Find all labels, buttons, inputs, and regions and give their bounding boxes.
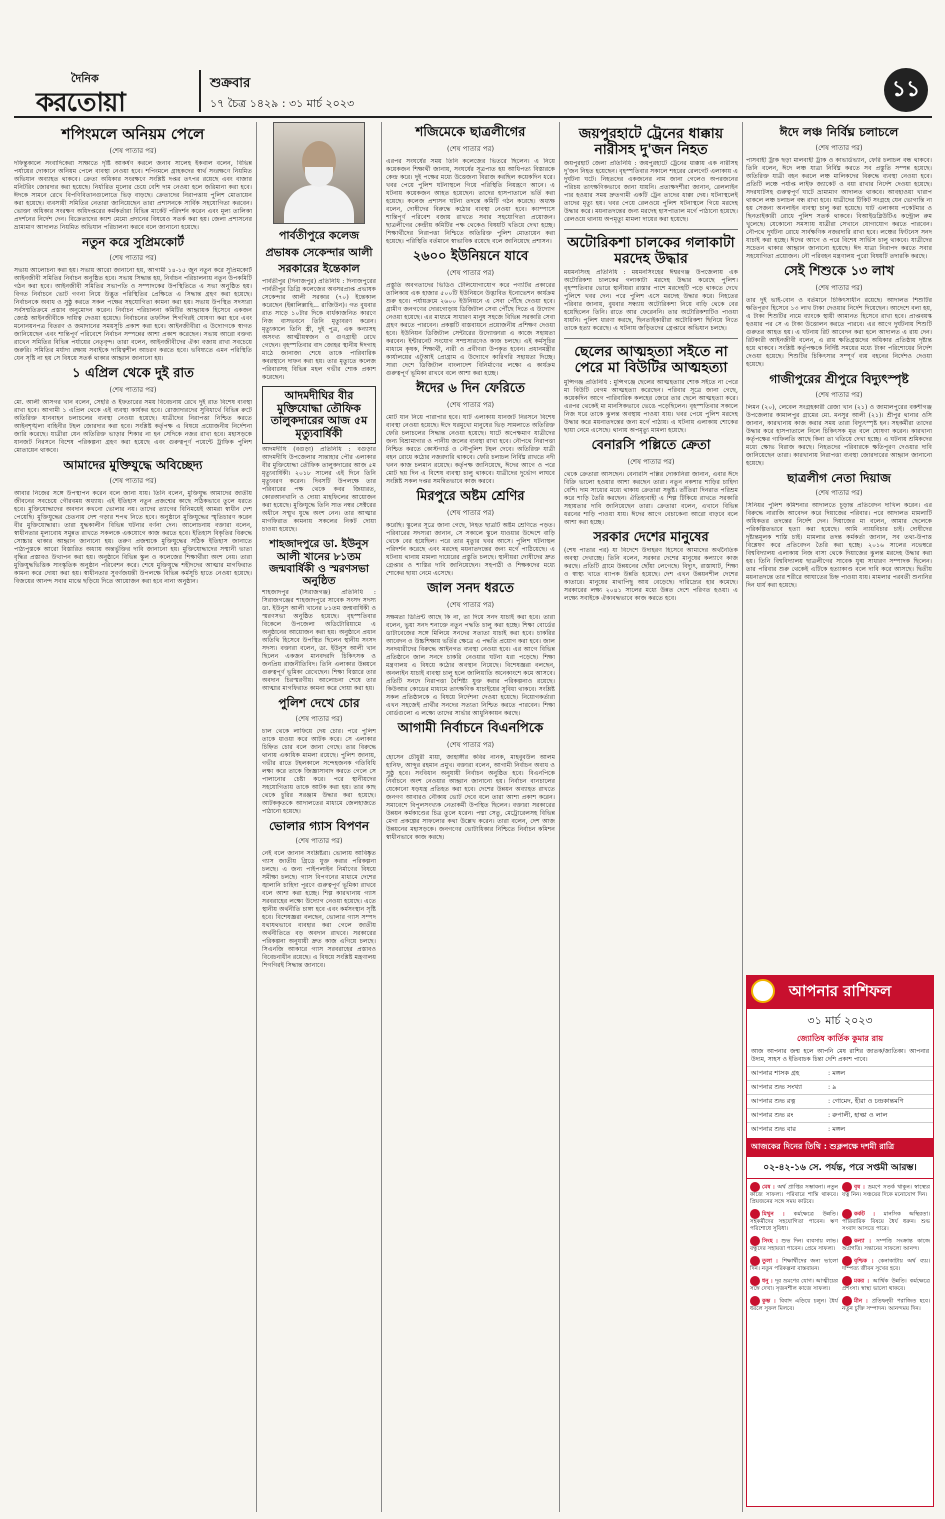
zodiac-icon [842, 1209, 852, 1219]
column-4 [564, 122, 738, 1512]
article-body: সভায় আলোচনা করা হয়। সভায় আরো জানানো হয়, আগামী ১৪-১৫ জুন নতুন করে সুপ্রিমকোর্ট আইনজীবী সমিতির নির্বাচন অনুষ্ঠিত হবে। সভায় সিদ্ধান্ত হয়, নির্বাচন পরিচালনায় নতুন উপকমিটি গঠন করা হবে। আইনজীবী সমিতির সভাপতি ও সম্পাদকের উপস্থিতিতে এ সভা অনুষ্ঠিত হয়। বিগত নির্বাচনে ভোট গণনা নিয়ে উদ্ভূত পরিস্থিতির প্রেক্ষিতে এ সিদ্ধান্ত গ্রহণ করা হয়েছে। নির্বাচনকে অবাধ ও সুষ্ঠু করতে সকল পক্ষের সহযোগিতা কামনা করা হয়। সভায় উপস্থিত সদস্যরা সর্বসম্মতিক্রমে প্রস্তাব অনুমোদন করেন। নির্বাচন পরিচালনা কমিটির আহ্বায়ক হিসেবে একজন জ্যেষ্ঠ আইনজীবীকে দায়িত্ব দেওয়া হয়েছে। নির্বাচনের তফসিল শিগগিরই ঘোষণা করা হবে এবং মনোনয়নপত্র বিতরণ ও জমাদানের সময়সূচি প্রকাশ করা হবে। আইনজীবীরা এ উদ্যোগকে স্বাগত জানিয়েছেন এবং শান্তিপূর্ণ পরিবেশে নির্বাচন সম্পন্নের আশা প্রকাশ করেছেন। সভায় আরো বক্তব্য রাখেন সমিতির বিভিন্ন পর্যায়ের নেতৃবৃন্দ। তারা বলেন, আইনজীবীদের ঐক্য বজায় রাখা সবচেয়ে জরুরি। সমিতির মর্যাদা রক্ষায় সবাইকে দায়িত্বশীল আচরণ করতে হবে। ভবিষ্যতে এমন পরিস্থিতি যেন সৃষ্টি না হয় সে বিষয়ে সতর্ক থাকার আহ্বান জানানো হয়। [14, 267, 252, 363]
article-body: পাসবাহী ট্রাক ছড়া মালবাহী ট্রাক ও কাভার্ডভ্যান, ফেরি চলাচল বন্ধ থাকবে। তিনি বলেন, ঈদে লঞ্চ যাত্রা নির্বিঘ্ন করতে সব প্রস্তুতি সম্পন্ন হয়েছে। অতিরিক্ত যাত্রী বহন করলে লঞ্চ মালিকদের বিরুদ্ধে ব্যবস্থা নেওয়া হবে। প্রতিটি লঞ্চে পর্যাপ্ত লাইফ জ্যাকেট ও বয়া রাখার নির্দেশ দেওয়া হয়েছে। সদরঘাটসহ গুরুত্বপূর্ণ ঘাটে ভ্রাম্যমাণ আদালত থাকবে। আবহাওয়া খারাপ থাকলে লঞ্চ চলাচল বন্ধ রাখা হবে। যাত্রীদের টিকিট সংগ্রহে যেন ভোগান্তি না হয় সেজন্য অনলাইন ব্যবস্থা চালু করা হয়েছে। ঘাট এলাকায় পকেটমার ও ছিনতাইকারী রোধে পুলিশ সতর্ক থাকবে। বিআইডব্লিউটিএ কন্ট্রোল রুম খুলেছে। যেকোনো সমস্যায় যাত্রীরা সেখানে যোগাযোগ করতে পারবেন। নৌপথে দুর্ঘটনা রোধে সার্বক্ষণিক নজরদারি রাখা হবে। লঞ্চের ফিটনেস সনদ যাচাই করা হচ্ছে। ঈদের আগে ও পরে বিশেষ সার্ভিস চালু থাকবে। যাত্রীদের সচেতন থাকার আহ্বান জানানো হয়েছে। ঈদ যাত্রা নিরাপদ করতে সবার সহযোগিতা প্রয়োজন। নৌ পরিবহন মন্ত্রণালয় পুরো বিষয়টি তদারকি করছে। [746, 156, 932, 260]
zodiac-icon [750, 1236, 760, 1246]
zodiac-sign-name: বৃষ : [854, 1184, 868, 1191]
continued-label: (শেষ পাতার পর) [109, 476, 157, 485]
logo-big: করতোয়া [36, 88, 125, 118]
zodiac-sign-entry [842, 1182, 930, 1206]
continued-label: (শেষ পাতার পর) [815, 390, 863, 399]
continued-label: (শেষ পাতার পর) [446, 600, 495, 609]
zodiac-sign-text: কেনাকাটায় অর্থ ব্যয়। দাম্পত্য জীবন সুখের হবে। [842, 1258, 930, 1272]
horoscope-author: জ্যোতিষ কার্তিক কুমার রায় [796, 1034, 884, 1043]
continued-label: (শেষ পাতার পর) [446, 400, 495, 409]
zodiac-sign-text: অর্থ প্রাপ্তির সম্ভাবনা। নতুন কাজে সাফল্য। পরিবারে শান্তি থাকবে। প্রিয়জনের সঙ্গে সময় কাটবে। [750, 1184, 838, 1205]
horoscope-table-key: আপনার শুভ বার [747, 1123, 824, 1137]
headline: ছেলের আত্মহত্যা সইতে না পেরে মা বিউটির আত্মহত্যা [574, 344, 728, 377]
horoscope-table-row [747, 1123, 933, 1137]
zodiac-icon [750, 1209, 760, 1219]
column-5 [746, 122, 932, 972]
continued-label: (শেষ পাতার পর) [815, 143, 863, 152]
column-rule [381, 122, 382, 1512]
headline: প্রভাষক সেকেন্দার আলী [265, 245, 373, 259]
zodiac-sign-text: বিবাদ এড়িয়ে চলুন। ধৈর্য ধরলে সুফল মিলবে। [750, 1298, 838, 1312]
horoscope-box [746, 975, 934, 1507]
zodiac-sign-text: সম্পত্তি সংক্রান্ত কাজে অগ্রগতি। সন্তানের সাফল্যে আনন্দ। [842, 1238, 930, 1252]
article-body: ময়মনসিংহ প্রতিনিধি : ময়মনসিংহের ঈশ্বরগঞ্জ উপজেলায় এক অটোরিকশা চালকের গলাকাটা মরদেহ উদ্ধার করেছে পুলিশ। বৃহস্পতিবার ভোরে স্থানীয়রা রাস্তার পাশে মরদেহটি পড়ে থাকতে দেখে পুলিশে খবর দেন। পরে পুলিশ এসে মরদেহ উদ্ধার করে। নিহতের পরিবার জানায়, বুধবার সন্ধ্যায় অটোরিকশা নিয়ে বাড়ি থেকে বের হয়েছিলেন তিনি। রাতে আর ফেরেননি। তার অটোরিকশাটিও পাওয়া যায়নি। পুলিশ ধারণা করছে, ছিনতাইকারীরা অটোরিকশা ছিনিয়ে নিতে তাকে হত্যা করেছে। এ ঘটনায় জড়িতদের গ্রেপ্তারে অভিযান চলছে। [564, 269, 738, 333]
headline: নতুন করে সুপ্রিমকোর্ট [82, 235, 184, 250]
zodiac-sign-name: মিথুন : [762, 1211, 794, 1218]
zodiac-icon [842, 1236, 852, 1246]
horoscope-table-key: আপনার শুভ সংখ্যা [747, 1081, 824, 1095]
column-rule [256, 122, 257, 1512]
zodiac-sign-entry [750, 1236, 838, 1253]
headline: শজিমেকে ছাত্রলীগের [415, 125, 526, 140]
zodiac-icon [750, 1256, 760, 1266]
zodiac-icon [842, 1256, 852, 1266]
article-body: শাহজাদপুর (সিরাজগঞ্জ) প্রতিনিধি : সিরাজগঞ্জের শাহজাদপুরে সাবেক সংসদ সদস্য ডা. ইউনুস আলী খানের ৮১তম জন্মবার্ষিকী ও স্মরণসভা অনুষ্ঠিত হয়েছে। বৃহস্পতিবার বিকেলে উপজেলা অডিটোরিয়ামে এ অনুষ্ঠানের আয়োজন করা হয়। অনুষ্ঠানে প্রধান অতিথি হিসেবে উপস্থিত ছিলেন স্থানীয় সংসদ সদস্য। বক্তারা বলেন, ডা. ইউনুস আলী খান ছিলেন একজন মানবদরদি চিকিৎসক ও জনপ্রিয় রাজনীতিবিদ। তিনি এলাকার উন্নয়নে গুরুত্বপূর্ণ ভূমিকা রেখেছেন। শিক্ষা বিস্তারে তার অবদান চিরস্মরণীয়। আলোচনা শেষে তার আত্মার মাগফিরাত কামনা করে দোয়া করা হয়। [262, 588, 376, 692]
zodiac-sign-name: মকর : [854, 1278, 873, 1285]
horoscope-table-value: : মঙ্গল [824, 1067, 933, 1081]
divider [564, 229, 738, 230]
article-body: থেকে ক্রেতারা আসছেন। বেনারসি পল্লির দোকানিরা জানান, এবার ঈদে বিক্রি ভালো হওয়ার আশা করছেন তারা। নতুন নকশার শাড়ির চাহিদা বেশি। দাম সাধ্যের মধ্যে থাকায় ক্রেতারা সন্তুষ্ট। তাঁতিরা দিনরাত পরিশ্রম করে শাড়ি তৈরি করছেন। ঐতিহ্যবাহী এ শিল্প টিকিয়ে রাখতে সরকারি সহায়তার দাবি জানিয়েছেন তারা। ক্রেতারা বলেন, এখানে বিভিন্ন ধরনের শাড়ি পাওয়া যায়। ঈদের আগে বেচাকেনা আরো বাড়বে বলে আশা করা হচ্ছে। [564, 470, 738, 526]
article-body: দফিন্তুকালে সংবাদিকেরা সাক্ষাতে দৃষ্টি আকর্ষণ করলে জনাব সালেহ ইকবাল বলেন, বিভিন্ন পর্যায়ের দোকানে অনিয়ম পেলে ব্যবস্থা নেওয়া হবে। শপিংমলে গ্রাহকদের স্বার্থ সংরক্ষণে নিয়মিত অভিযান অব্যাহত থাকবে। ক্রেতা অধিকার সংরক্ষণে সংশ্লিষ্ট দপ্তর তৎপর রয়েছে এবং বাজার মনিটরিং জোরদার করা হয়েছে। নির্ধারিত মূল্যের চেয়ে বেশি দাম নেওয়া হলে জরিমানা করা হবে। ঈদকে সামনে রেখে বিপণিবিতানগুলোতে ভিড় বাড়ছে। ক্রেতাদের নিরাপত্তায় পুলিশ মোতায়েন করা হয়েছে। ব্যবসায়ী সমিতির নেতারা জানিয়েছেন তারা প্রশাসনকে সার্বিক সহযোগিতা করবেন। ভোক্তা অধিকার সংরক্ষণ অধিদপ্তরের কর্মকর্তারা বিভিন্ন মার্কেট পরিদর্শন করেন এবং মূল্য তালিকা প্রদর্শনের নির্দেশ দেন। বিক্রেতাদের ক্যাশ মেমো প্রদানের বিষয়েও সতর্ক করা হয়। জেলা প্রশাসনের ভ্রাম্যমাণ আদালত নিয়মিত অভিযান পরিচালনা করবে বলে জানানো হয়েছে। [14, 160, 252, 232]
zodiac-sign-text: আর্থিক উন্নতি। কর্মক্ষেত্রে প্রশংসা। স্বাস্থ্য ভালো থাকবে। [842, 1278, 930, 1292]
continued-label: (শেষ পাতার পর) [295, 714, 343, 723]
headline: মিরপুরে অষ্টম শ্রেণির [416, 488, 525, 504]
headline: সরকারের ইন্তেকাল [278, 262, 360, 276]
zodiac-sign-name: বৃশ্চিক : [854, 1258, 879, 1265]
continued-label: (শেষ পাতার পর) [815, 283, 863, 292]
continued-label: (শেষ পাতার পর) [446, 144, 495, 153]
headline: আদমদীঘির বীর মুক্তিযোদ্ধা তৌফিক তালুকদারের আজ ৫ম মৃত্যুবার্ষিকী [262, 386, 376, 445]
masthead-divider [199, 70, 201, 112]
headline: ঈদের ৬ দিন ফেরিতে [416, 380, 525, 396]
horoscope-table-value: : গোমেদ, হীরা ও চন্দ্রকান্তমণি [824, 1095, 933, 1109]
continued-label: (শেষ পাতার পর) [446, 740, 495, 749]
column-rule [742, 122, 743, 1512]
portrait-photo [273, 122, 365, 224]
zodiac-sign-text: দূর ভ্রমণের যোগ। আত্মীয়ের সঙ্গে দেখা। সৃজনশীল কাজে সাফল্য। [750, 1278, 838, 1292]
horoscope-table-row [747, 1081, 933, 1095]
zodiac-sign-name: মেষ : [762, 1184, 778, 1191]
article-body: লিমন (২০), লেবেল সংগ্রহকারী রেজা খান (২১) ও জামালপুরের বকশীগঞ্জ উপজেলার কামালপুর গ্রামের মো. মনসুর আলী (২১)। শ্রীপুর থানার ওসি জানান, কারখানায় কাজ করার সময় তারা বিদ্যুৎস্পৃষ্ট হন। সহকর্মীরা তাদের উদ্ধার করে হাসপাতালে নিলে চিকিৎসক মৃত বলে ঘোষণা করেন। কারখানা কর্তৃপক্ষের গাফিলতি আছে কিনা তা খতিয়ে দেখা হচ্ছে। এ ঘটনায় শ্রমিকদের মধ্যে ক্ষোভ বিরাজ করছে। নিহতদের পরিবারকে ক্ষতিপূরণ দেওয়ার দাবি জানিয়েছেন তারা। কারখানায় নিরাপত্তা ব্যবস্থা জোরদারের আহ্বান জানানো হয়েছে। [746, 403, 932, 467]
tithi-label: আজকের দিনের তিথি : শুক্লপক্ষে দশমী রাত্রি [747, 1138, 933, 1157]
zodiac-sign-text: মানসিক অস্থিরতা। পারিবারিক বিষয়ে ধৈর্য ধরুন। শুভ সংবাদ আসতে পারে। [842, 1211, 930, 1232]
zodiac-icon [750, 1182, 760, 1192]
zodiac-sign-entry [750, 1256, 838, 1273]
headline: শাহজাদপুরে ডা. ইউনুস আলী খানের ৮১তম জন্মবার্ষিকী ও স্মরণসভা অনুষ্ঠিত [269, 538, 369, 587]
headline: ২৬০০ ইউনিয়নে যাবে [412, 248, 529, 264]
photo-wrap [262, 122, 376, 224]
headline: গাজীপুরের শ্রীপুরে বিদ্যুৎস্পৃষ্ট [769, 371, 909, 386]
zodiac-sign-text: ভ্রমণে সতর্ক থাকুন। স্বাস্থ্যের যত্ন নিন। সঞ্চয়ের দিকে মনোযোগ দিন। [842, 1184, 930, 1198]
continued-label: (শেষ পাতার পর) [815, 489, 863, 498]
column-rule [559, 122, 560, 1512]
zodiac-wheel-icon [751, 979, 775, 1003]
continued-label: (শেষ পাতার পর) [109, 147, 157, 156]
article-body: হোসেন চৌধুরী মায়া, জাহাঙ্গীর কবির নানক, মাহবুবউল আলম হানিফ, আব্দুর রহমান প্রমুখ। বক্তারা বলেন, আগামী নির্বাচন অবাধ ও সুষ্ঠু হবে। সংবিধান অনুযায়ী নির্বাচন অনুষ্ঠিত হবে। বিএনপিকে নির্বাচনে অংশ নেওয়ার আহ্বান জানানো হয়। নির্বাচন বানচালের যেকোনো ষড়যন্ত্র প্রতিহত করা হবে। দেশের উন্নয়ন অব্যাহত রাখতে জনগণ আবারও নৌকায় ভোট দেবে বলে তারা আশা প্রকাশ করেন। সমাবেশে বিপুলসংখ্যক নেতাকর্মী উপস্থিত ছিলেন। বক্তারা সরকারের উন্নয়ন কর্মকাণ্ডের চিত্র তুলে ধরেন। পদ্মা সেতু, মেট্রোরেলসহ বিভিন্ন মেগা প্রকল্পের সাফল্যের কথা উল্লেখ করেন। তারা বলেন, দেশ আজ উন্নয়নের মহাসড়কে। জনগণের ভোটাধিকার নিশ্চিতে নির্বাচন কমিশন স্বাধীনভাবে কাজ করছে। [386, 753, 555, 841]
article-body: মো. আলী আসগর খান বলেন, সেহরি ও ইফতারের সময় বিবেচনায় রেখে দুই রাত বিশেষ ব্যবস্থা রাখা হবে। আগামী ১ এপ্রিল থেকে এই ব্যবস্থা কার্যকর হবে। রোজাদারদের সুবিধার্থে বিভিন্ন রুটে অতিরিক্ত যানবাহন চলাচলের ব্যবস্থা নেওয়া হয়েছে। যাত্রীদের নিরাপত্তা নিশ্চিত করতে আইনশৃঙ্খলা বাহিনীর টহল জোরদার করা হবে। সংশ্লিষ্ট কর্তৃপক্ষ এ বিষয়ে প্রয়োজনীয় নির্দেশনা জারি করেছে। যাত্রীরা যেন অতিরিক্ত ভাড়ার শিকার না হন সেদিকে নজর রাখা হবে। মহাসড়কে যানজট নিরসনে বিশেষ পরিকল্পনা গ্রহণ করা হয়েছে এবং গুরুত্বপূর্ণ পয়েন্টে ট্রাফিক পুলিশ মোতায়েন থাকবে। [14, 398, 252, 454]
headline: আমাদের মুক্তিযুদ্ধে অবিচ্ছেদ্য [63, 457, 203, 472]
zodiac-icon [842, 1182, 852, 1192]
zodiac-sign-text: শিক্ষার্থীদের জন্য ভালো দিন। নতুন পরিকল্পনা বাস্তবায়ন। [750, 1258, 838, 1272]
headline: অটোরিকশা চালকের গলাকাটা মরদেহ উদ্ধার [567, 235, 735, 268]
zodiac-sign-name: তুলা : [762, 1258, 783, 1265]
zodiac-sign-name: কর্কট : [854, 1211, 884, 1218]
horoscope-table-value: : ৯ [824, 1081, 933, 1095]
zodiac-icon [842, 1296, 852, 1306]
continued-label: (শেষ পাতার পর) [295, 837, 343, 846]
headline: শপিংমলে অনিয়ম পেলে [61, 125, 205, 143]
page-number: ১১ [884, 68, 928, 112]
zodiac-sign-entry [842, 1256, 930, 1273]
horoscope-table-value: : মঙ্গল [824, 1123, 933, 1137]
article-body: পার্বতীপুর (দিনাজপুর) প্রতিনিধি : দিনাজপুরের পার্বতীপুর ডিগ্রি কলেজের অবসরপ্রাপ্ত প্রভাষক সেকেন্দার আলী সরকার (৭০) ইন্তেকাল করেছেন (ইন্নালিল্লাহি... রাজিউন)। গত বুধবার রাত সাড়ে ১০টার দিকে বার্ধক্যজনিত কারণে নিজ বাসভবনে তিনি মৃত্যুবরণ করেন। মৃত্যুকালে তিনি স্ত্রী, দুই পুত্র, এক কন্যাসহ অসংখ্য আত্মীয়স্বজন ও গুণগ্রাহী রেখে গেছেন। বৃহস্পতিবার বাদ জোহর স্থানীয় ঈদগাহ মাঠে জানাজা শেষে তাকে পারিবারিক কবরস্থানে দাফন করা হয়। তার মৃত্যুতে কলেজ পরিবারসহ বিভিন্ন মহল গভীর শোক প্রকাশ করেছেন। [262, 277, 376, 381]
article-body: চাল থেকে লাফিয়ে দেয় চোর। পরে পুলিশ তাকে ধাওয়া করে আটক করে। সে এলাকার চিহ্নিত চোর বলে জানা গেছে। তার বিরুদ্ধে থানায় একাধিক মামলা রয়েছে। পুলিশ জানায়, গভীর রাতে টহলকালে সন্দেহজনক গতিবিধি লক্ষ্য করে তাকে জিজ্ঞাসাবাদ করতে গেলে সে পালানোর চেষ্টা করে। পরে স্থানীয়দের সহযোগিতায় তাকে আটক করা হয়। তার কাছ থেকে চুরির সরঞ্জাম উদ্ধার করা হয়েছে। আটককৃতকে আদালতের মাধ্যমে জেলহাজতে পাঠানো হয়েছে। [262, 727, 376, 815]
headline: সরকার দেশের মানুষের [593, 529, 709, 545]
article-body: সিনিয়র পুলিশ কমিশনার আদালতে চূড়ান্ত প্রতিবেদন দাখিল করেন। এর বিরুদ্ধে নারাজি আবেদন করে দিয়াজের পরিবার। পরে আদালত মামলাটি অধিকতর তদন্তের নির্দেশ দেন। দিয়াজের মা বলেন, আমার ছেলেকে পরিকল্পিতভাবে হত্যা করা হয়েছে। আমি ন্যায়বিচার চাই। দোষীদের দৃষ্টান্তমূলক শাস্তি চাই। মামলার তদন্ত কর্মকর্তা জানান, সব তথ্য-উপাত্ত বিশ্লেষণ করে প্রতিবেদন তৈরি করা হচ্ছে। ২০১৬ সালের নভেম্বরে বিশ্ববিদ্যালয় এলাকায় নিজ বাসা থেকে দিয়াজের ঝুলন্ত মরদেহ উদ্ধার করা হয়। তিনি বিশ্ববিদ্যালয় ছাত্রলীগের সাবেক যুগ্ম সাধারণ সম্পাদক ছিলেন। তার পরিবার শুরু থেকেই এটিকে হত্যাকাণ্ড বলে দাবি করে আসছে। দ্বিতীয় ময়নাতদন্তে তার শরীরে আঘাতের চিহ্ন পাওয়া যায়। মামলার পরবর্তী শুনানির দিন ধার্য করা হয়েছে। [746, 502, 932, 590]
horoscope-table-key: আপনার শুভ রং [747, 1109, 824, 1123]
article-body: প্রস্তুতি অবগতাদের ভিডিও টেলিযোগাযোগ করে পণ্যটির প্রকারের তালিকায় এক হাজার ৫০০টি ইউনিয়নে উদ্ভাবিত ইনোভেশন কার্যক্রম শুরু হবে। পর্যায়ক্রমে ২৬০০ ইউনিয়নে এ সেবা পৌঁছে দেওয়া হবে। গ্রামীণ জনগণের দোরগোড়ায় ডিজিটাল সেবা পৌঁছে দিতে এ উদ্যোগ নেওয়া হয়েছে। এর মাধ্যমে সাধারণ মানুষ সহজে বিভিন্ন সরকারি সেবা গ্রহণ করতে পারবেন। প্রকল্পটি বাস্তবায়নে প্রয়োজনীয় প্রশিক্ষণ দেওয়া হবে। ইউনিয়ন ডিজিটাল সেন্টারের উদ্যোক্তারা এ কাজে সহায়তা করবেন। ইন্টারনেট সংযোগ সম্প্রসারণেও কাজ চলছে। এই কর্মসূচির মাধ্যমে কৃষক, শিক্ষার্থী, নারী ও প্রবীণরা উপকৃত হবেন। প্রধানমন্ত্রীর কার্যালয়ের এটুআই প্রোগ্রাম এ উদ্যোগে কারিগরি সহায়তা দিচ্ছে। সারা দেশে ডিজিটাল বাংলাদেশ বিনির্মাণের লক্ষ্যে এ কার্যক্রম গুরুত্বপূর্ণ ভূমিকা রাখবে বলে আশা করা হচ্ছে। [386, 281, 555, 377]
column-3 [386, 122, 555, 1512]
issue-date: ১৭ চৈত্র ১৪২৯ : ৩১ মার্চ ২০২৩ [210, 97, 355, 110]
article-body: মুন্সিগঞ্জ প্রতিনিধি : মুন্সিগঞ্জে ছেলের আত্মহত্যার শোক সইতে না পেরে মা বিউটি বেগম আত্মহত্যা করেছেন। পরিবার সূত্রে জানা গেছে, কয়েকদিন আগে পারিবারিক কলহের জেরে তার ছেলে আত্মহত্যা করে। এরপর থেকেই মা মানসিকভাবে ভেঙে পড়েছিলেন। বৃহস্পতিবার সকালে নিজ ঘরে তাকে ঝুলন্ত অবস্থায় পাওয়া যায়। খবর পেয়ে পুলিশ মরদেহ উদ্ধার করে ময়নাতদন্তের জন্য মর্গে পাঠায়। এ ঘটনায় এলাকায় শোকের ছায়া নেমে এসেছে। থানায় অপমৃত্যু মামলা হয়েছে। [564, 378, 738, 434]
zodiac-sign-text: কর্মক্ষেত্রে উন্নতি। সহকর্মীদের সহযোগিতা পাবেন। ঋণ পরিশোধে সুবিধা। [750, 1211, 838, 1232]
zodiac-sign-entry [750, 1182, 838, 1206]
headline: পার্বতীপুরে কলেজ [278, 229, 360, 242]
horoscope-table-row [747, 1067, 933, 1081]
article-body: তার দুই ভাই-বোন ও বর্তমানে চিকিৎসাধীন রয়েছে। আদালত শিশুটির ক্ষতিপূরণ হিসেবে ১৩ লাখ টাকা দেওয়ার নির্দেশ দিয়েছেন। আদেশে বলা হয়, এ টাকা শিশুটির নামে ব্যাংকে স্থায়ী আমানত হিসেবে রাখা হবে। প্রাপ্তবয়স্ক হওয়ার পর সে এ টাকা উত্তোলন করতে পারবে। এর আগে দুর্ঘটনায় শিশুটি গুরুতর আহত হয়। এ ঘটনায় রিট আবেদন করা হলে আদালত এ রায় দেন। রিটকারী আইনজীবী বলেন, এ রায় ক্ষতিগ্রস্তদের অধিকার প্রতিষ্ঠায় দৃষ্টান্ত হয়ে থাকবে। সংশ্লিষ্ট কর্তৃপক্ষকে নির্দিষ্ট সময়ের মধ্যে টাকা পরিশোধের নির্দেশ দেওয়া হয়েছে। শিশুটির চিকিৎসার সম্পূর্ণ ব্যয় বহনের নির্দেশও দেওয়া হয়েছে। [746, 296, 932, 368]
zodiac-sign-text: প্রতিদ্বন্দ্বী পরাজিত হবে। নতুন চুক্তি সম্পাদন। আনন্দময় দিন। [842, 1298, 930, 1312]
horoscope-title: আপনার রাশিফল [788, 982, 892, 1000]
article-body: মোট যান নিয়ে পারাপার হবে। ঘাট এলাকায় যানজট নিরসনে বিশেষ ব্যবস্থা নেওয়া হয়েছে। ঈদে ঘরমুখো মানুষের ভিড় সামলাতে অতিরিক্ত ফেরি চলাচলের সিদ্ধান্ত নেওয়া হয়েছে। ঘাটে অপেক্ষমাণ যাত্রীদের জন্য বিশ্রামাগার ও পানীয় জলের ব্যবস্থা রাখা হবে। নৌপথে নিরাপত্তা নিশ্চিত করতে কোস্টগার্ড ও নৌপুলিশ টহল দেবে। অতিরিক্ত যাত্রী বহন রোধে কঠোর নজরদারি থাকবে। ফেরি চলাচল নির্বিঘ্ন রাখতে নদী খনন কাজ চলমান রয়েছে। কর্তৃপক্ষ জানিয়েছে, ঈদের আগে ও পরে মোট ছয় দিন এ বিশেষ ব্যবস্থা চালু থাকবে। যাত্রীদের দুর্ভোগ লাঘবে সংশ্লিষ্ট সকল দপ্তর সমন্বিতভাবে কাজ করবে। [386, 413, 555, 485]
masthead [14, 66, 932, 118]
headline: আগামী নির্বাচনে বিএনপিকে [397, 720, 544, 736]
zodiac-sign-entry [750, 1296, 838, 1313]
issue-day: শুক্রবার [210, 76, 251, 91]
horoscope-table [747, 1066, 933, 1136]
zodiac-sign-name: মীন : [854, 1298, 872, 1305]
article-body: আদমদীঘি (বগুড়া) প্রতিনিধি : বগুড়ার আদমদীঘি উপজেলার সান্তাহার পৌর এলাকার বীর মুক্তিযোদ্ধা তৌফিক তালুকদারের আজ ৫ম মৃত্যুবার্ষিকী। ২০১৮ সালের এই দিনে তিনি মৃত্যুবরণ করেন। দিবসটি উপলক্ষে তার পরিবারের পক্ষ থেকে কবর জিয়ারত, কোরআনখানি ও দোয়া মাহফিলের আয়োজন করা হয়েছে। মুক্তিযুদ্ধে তিনি সাত নম্বর সেক্টরের অধীনে সম্মুখ যুদ্ধে অংশ নেন। তার আত্মার মাগফিরাত কামনায় সকলের নিকট দোয়া চাওয়া হয়েছে। [262, 446, 376, 534]
horoscope-table-key: আপনার শুভ রত্ন [747, 1095, 824, 1109]
zodiac-sign-entry [842, 1236, 930, 1253]
column-1 [14, 122, 252, 1512]
headline: বেনারসি পল্লিতে ক্রেতা [591, 437, 711, 453]
zodiac-sign-entry [750, 1276, 838, 1293]
article-body: (শেষ পাতার পর) যা বিদেশে উদাহরণ হিসেবে আমাদের অর্থনৈতিক অবস্থা দেখাচ্ছে। তিনি বলেন, সরকার দেশের মানুষের কল্যাণে কাজ করছে। প্রতিটি গ্রামে উন্নয়নের ছোঁয়া লেগেছে। বিদ্যুৎ, রাস্তাঘাট, শিক্ষা ও স্বাস্থ্য খাতে ব্যাপক উন্নতি হয়েছে। দেশ এখন উন্নয়নশীল দেশের কাতারে। মানুষের মাথাপিছু আয় বেড়েছে। দারিদ্র্যের হার কমেছে। সরকারের লক্ষ্য ২০৪১ সালের মধ্যে উন্নত দেশে পরিণত হওয়া। এ লক্ষ্যে সবাইকে ঐক্যবদ্ধভাবে কাজ করতে হবে। [564, 547, 738, 603]
headline: জয়পুরহাটে ট্রেনের ধাক্কায় নারীসহ দু'জন নিহত [578, 126, 724, 159]
zodiac-sign-entry [842, 1296, 930, 1313]
article-body: করেছি। স্কুলের সূত্রে জানা গেছে, নিহত ছাত্রটি অষ্টম শ্রেণিতে পড়ত। পরিবারের সদস্যরা জানান, সে সকালে স্কুলে যাওয়ার উদ্দেশে বাড়ি থেকে বের হয়েছিল। পরে তার মৃত্যুর খবর আসে। পুলিশ ঘটনাস্থল পরিদর্শন করেছে এবং মরদেহ ময়নাতদন্তের জন্য মর্গে পাঠিয়েছে। এ ঘটনায় থানায় মামলা দায়েরের প্রস্তুতি চলছে। স্থানীয়রা দোষীদের দ্রুত গ্রেপ্তার ও শাস্তির দাবি জানিয়েছেন। সহপাঠী ও শিক্ষকদের মধ্যে শোকের ছায়া নেমে এসেছে। [386, 521, 555, 577]
zodiac-sign-entry [842, 1276, 930, 1293]
zodiac-icon [750, 1276, 760, 1286]
horoscope-date: ৩১ মার্চ ২০২৩ [807, 1014, 873, 1027]
continued-label: (শেষ পাতার পর) [109, 385, 157, 394]
horoscope-table-row [747, 1095, 933, 1109]
headline: ১ এপ্রিল থেকে দুই রাত [72, 366, 194, 382]
logo-small: দৈনিক [71, 72, 99, 85]
zodiac-sign-name: কুম্ভ : [762, 1298, 780, 1305]
column-2 [262, 122, 376, 1512]
article-body: সক্ষমতা ডিপ্রিন্ট আছে কি না, তা দিয়ে সনদ যাচাই করা হবে। তারা বলেন, ভুয়া সনদ শনাক্তে নতুন পদ্ধতি চালু করা হচ্ছে। শিক্ষা বোর্ডের ডাটাবেজের সঙ্গে মিলিয়ে সনদের সত্যতা যাচাই করা হবে। চাকরির আবেদন ও উচ্চশিক্ষায় ভর্তির ক্ষেত্রে এ পদ্ধতি প্রয়োগ করা হবে। জাল সনদধারীদের বিরুদ্ধে আইনগত ব্যবস্থা নেওয়া হবে। এর আগে বিভিন্ন প্রতিষ্ঠানে জাল সনদে চাকরি নেওয়ার ঘটনা ধরা পড়েছে। শিক্ষা মন্ত্রণালয় এ বিষয়ে কঠোর অবস্থান নিয়েছে। বিশেষজ্ঞরা বলছেন, অনলাইন যাচাই ব্যবস্থা চালু হলে জালিয়াতি অনেকাংশে কমে আসবে। প্রতিটি সনদে নিরাপত্তা বৈশিষ্ট্য যুক্ত করার পরিকল্পনাও রয়েছে। কিউআর কোডের মাধ্যমে তাৎক্ষণিক যাচাইয়ের সুবিধা থাকবে। সংশ্লিষ্ট সকল প্রতিষ্ঠানকে এ বিষয়ে নির্দেশনা দেওয়া হয়েছে। নিয়োগকর্তারা এখন সহজেই প্রার্থীর সনদের সত্যতা নিশ্চিত করতে পারবেন। শিক্ষা বোর্ডগুলো এ লক্ষ্যে তাদের সার্ভার আধুনিকায়ন করছে। [386, 613, 555, 717]
logo [26, 70, 191, 118]
article-body: এরপর সংঘর্ষের সময় তিনি কলেজের ভিতরে ছিলেন। এ নিয়ে কয়েকজন শিক্ষার্থী জানায়, সংঘর্ষের সূত্রপাত হয় আধিপত্য বিস্তারকে কেন্দ্র করে। দুই পক্ষের মধ্যে উত্তেজনা বিরাজ করছিল কয়েকদিন ধরে। খবর পেয়ে পুলিশ ঘটনাস্থলে গিয়ে পরিস্থিতি নিয়ন্ত্রণে আনে। এ ঘটনায় কয়েকজন আহত হয়েছেন। তাদের হাসপাতালে ভর্তি করা হয়েছে। কলেজ প্রশাসন ঘটনা তদন্তে কমিটি গঠন করেছে। অধ্যক্ষ বলেন, দোষীদের বিরুদ্ধে কঠোর ব্যবস্থা নেওয়া হবে। ক্যাম্পাসে শান্তিপূর্ণ পরিবেশ বজায় রাখতে সবার সহযোগিতা প্রয়োজন। ছাত্রলীগের কেন্দ্রীয় কমিটির পক্ষ থেকেও বিষয়টি খতিয়ে দেখা হচ্ছে। শিক্ষার্থীদের নিরাপত্তা নিশ্চিতে অতিরিক্ত পুলিশ মোতায়েন করা হয়েছে। পরিস্থিতি বর্তমানে স্বাভাবিক রয়েছে বলে জানিয়েছে প্রশাসন। [386, 157, 555, 245]
headline: ভোলার গ্যাস বিপণন [268, 818, 370, 833]
divider [564, 338, 738, 339]
tithi-time: ০২-৪২-১৬ সে. পর্যন্ত, পরে সপ্তমী আরম্ভ। [747, 1157, 933, 1179]
headline: ছাত্রলীগ নেতা দিয়াজ [787, 470, 891, 485]
zodiac-sign-name: ধনু : [762, 1278, 776, 1285]
zodiac-sign-text: শুভ দিন। ব্যবসায় লাভ। বন্ধুদের সহায়তা পাবেন। প্রেমে সাফল্য। [750, 1238, 838, 1252]
horoscope-table-key: আপনার শাসক গ্রহ [747, 1067, 824, 1081]
article-body: জয়পুরহাট জেলা প্রতিনিধি : জয়পুরহাটে ট্রেনের ধাক্কায় এক নারীসহ দু'জন নিহত হয়েছেন। বৃহস্পতিবার সকালে শহরের রেলগেট এলাকায় এ দুর্ঘটনা ঘটে। নিহতদের একজনের নাম জানা গেলেও অপরজনের পরিচয় তাৎক্ষণিকভাবে জানা যায়নি। প্রত্যক্ষদর্শীরা জানান, রেললাইন পার হওয়ার সময় দ্রুতগামী একটি ট্রেন তাদের ধাক্কা দেয়। ঘটনাস্থলেই তাদের মৃত্যু হয়। খবর পেয়ে রেলওয়ে পুলিশ ঘটনাস্থলে গিয়ে মরদেহ উদ্ধার করে। ময়নাতদন্তের জন্য মরদেহ হাসপাতাল মর্গে পাঠানো হয়েছে। রেলওয়ে থানায় অপমৃত্যু মামলা দায়ের করা হয়েছে। [564, 160, 738, 224]
zodiac-sign-entry [842, 1209, 930, 1233]
continued-label: (শেষ পাতার পর) [446, 508, 495, 517]
zodiac-icon [750, 1296, 760, 1306]
article-body: নেই বলে জানান সংশ্লিষ্টরা। ভোলায় আবিষ্কৃত গ্যাস জাতীয় গ্রিডে যুক্ত করার পরিকল্পনা চলছে। এ জন্য পাইপলাইন নির্মাণের বিষয়ে সমীক্ষা চলছে। গ্যাস বিপণনের মাধ্যমে দেশের জ্বালানি চাহিদা পূরণে গুরুত্বপূর্ণ ভূমিকা রাখবে বলে আশা করা হচ্ছে। শিল্প কারখানায় গ্যাস সরবরাহের লক্ষ্যে উদ্যোগ নেওয়া হয়েছে। এতে স্থানীয় অর্থনীতি চাঙ্গা হবে এবং কর্মসংস্থান সৃষ্টি হবে। বিশেষজ্ঞরা বলছেন, ভোলার গ্যাস সম্পদ যথাযথভাবে ব্যবহার করা গেলে জাতীয় অর্থনীতিতে বড় অবদান রাখবে। সরকারের পরিকল্পনা অনুযায়ী দ্রুত কাজ এগিয়ে চলছে। সিএনজি আকারে গ্যাস সরবরাহের প্রস্তাবও বিবেচনাধীন রয়েছে। এ বিষয়ে সংশ্লিষ্ট মন্ত্রণালয় শিগগিরই সিদ্ধান্ত জানাবে। [262, 850, 376, 970]
zodiac-sign-name: কন্যা : [854, 1238, 877, 1245]
horoscope-table-value: : রুপালী, হাল্কা ও লাল [824, 1109, 933, 1123]
headline: জাল সনদ ধরতে [427, 580, 514, 596]
continued-label: (শেষ পাতার পর) [109, 254, 157, 263]
headline: পুলিশ দেখে চোর [278, 695, 360, 710]
zodiac-sign-entry [750, 1209, 838, 1233]
headline: সেই শিশুকে ১৩ লাখ [783, 263, 894, 279]
article-body: আবার নিজের সঙ্গে উপস্থাপন করেন বলে জানা যায়। তিনি বলেন, মুক্তিযুদ্ধ আমাদের জাতীয় জীবনের সবচেয়ে গৌরবময় অধ্যায়। এই ইতিহাস নতুন প্রজন্মের কাছে সঠিকভাবে তুলে ধরতে হবে। মুক্তিযোদ্ধাদের অবদান কখনো ভোলার নয়। তাদের ত্যাগের বিনিময়েই আমরা স্বাধীন দেশ পেয়েছি। মুক্তিযুদ্ধের চেতনায় দেশ গড়ার শপথ নিতে হবে। অনুষ্ঠানে মুক্তিযুদ্ধের স্মৃতিচারণ করেন বীর মুক্তিযোদ্ধারা। তারা যুদ্ধকালীন বিভিন্ন ঘটনার বর্ণনা দেন। আলোচনায় বক্তারা বলেন, স্বাধীনতার মূল্যবোধ সমুন্নত রাখতে সকলকে একযোগে কাজ করতে হবে। ইতিহাস বিকৃতির বিরুদ্ধে সোচ্চার থাকার আহ্বান জানানো হয়। তরুণ প্রজন্মকে মুক্তিযুদ্ধের সঠিক ইতিহাস জানাতে পাঠ্যপুস্তকে আরো বিস্তারিত অধ্যায় অন্তর্ভুক্তির দাবি জানানো হয়। মুক্তিযোদ্ধাদের সম্মানী ভাতা বৃদ্ধির প্রস্তাবও উত্থাপন করা হয়। অনুষ্ঠানে বিভিন্ন স্কুল ও কলেজের শিক্ষার্থীরা অংশ নেয়। তারা মুক্তিযুদ্ধভিত্তিক সাংস্কৃতিক অনুষ্ঠান পরিবেশন করে। শেষে মুক্তিযুদ্ধে শহীদদের আত্মার মাগফিরাত কামনা করে দোয়া করা হয়। স্বাধীনতার সুবর্ণজয়ন্তী উপলক্ষে বিভিন্ন কর্মসূচি হাতে নেওয়া হয়েছে। বিজয়ের আনন্দ সবার মাঝে ছড়িয়ে দিতে আয়োজন করা হবে নানা অনুষ্ঠান। [14, 489, 252, 585]
continued-label: (শেষ পাতার পর) [627, 457, 675, 466]
horoscope-intro: আজ আপনার জন্ম হলে আপনি মেষ রাশির জাতক/জাতিকা। আপনার উদ্যম, সাহস ও ইতিবাচক চিন্তা দেশি প্রকাশ পাবে। [751, 1048, 929, 1063]
zodiac-signs [747, 1179, 933, 1313]
zodiac-sign-name: সিংহ : [762, 1238, 782, 1245]
horoscope-banner [747, 976, 933, 1009]
continued-label: (শেষ পাতার পর) [446, 268, 495, 277]
headline: ঈদে লঞ্চ নির্বিঘ্ন চলাচলে [779, 125, 899, 139]
zodiac-icon [842, 1276, 852, 1286]
horoscope-table-row [747, 1109, 933, 1123]
